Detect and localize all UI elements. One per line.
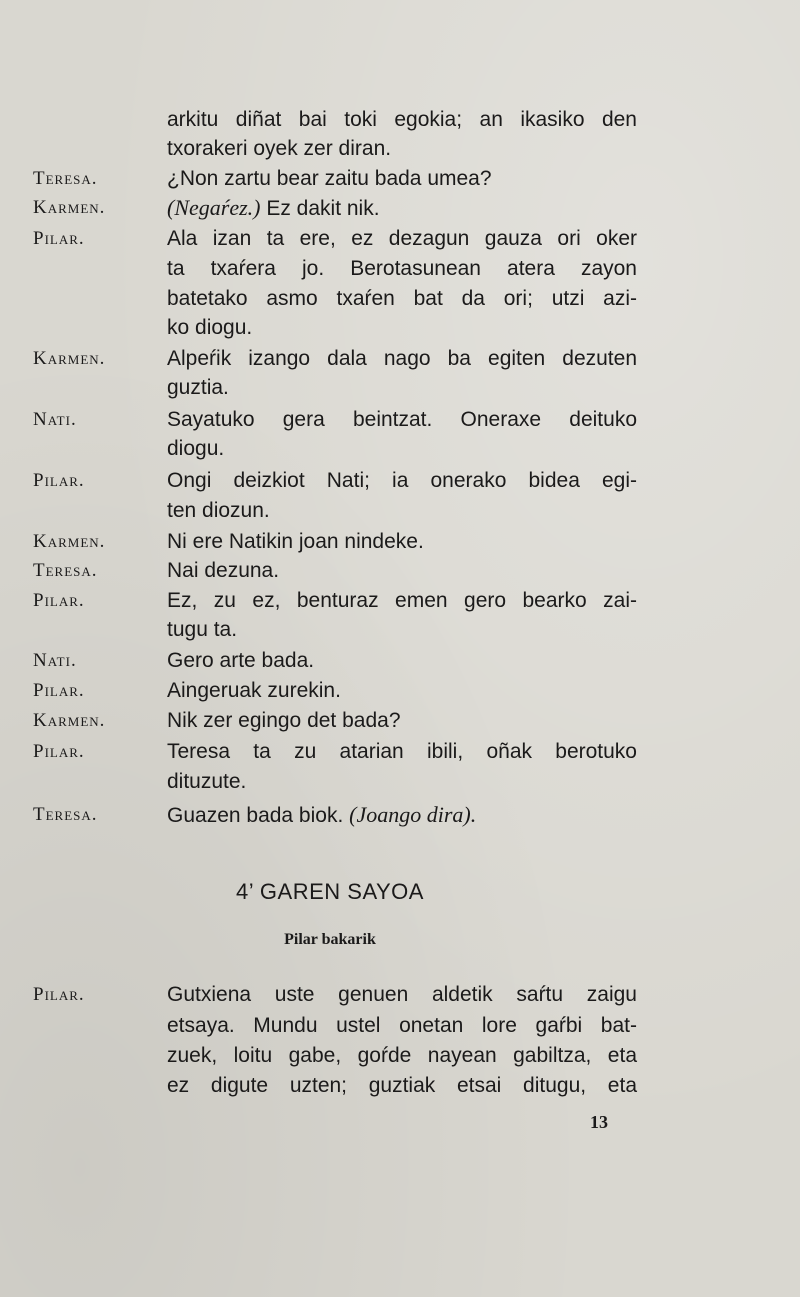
dialogue-line: txorakeri oyek zer diran. <box>167 137 392 160</box>
dialogue-text: Guazen bada biok. <box>167 804 344 827</box>
speaker-name: Nati. <box>33 409 77 430</box>
dialogue-line: zuek, loitu gabe, goŕde nayean gabiltza, eta <box>167 1044 637 1067</box>
speaker-name: Teresa. <box>33 560 98 581</box>
dialogue-line: guztia. <box>167 376 229 399</box>
dialogue-line: ta txaŕera jo. Berotasunean atera zayon <box>167 257 637 280</box>
dialogue-line: ¿Non zartu bear zaitu bada umea? <box>167 167 492 190</box>
speaker-name: Pilar. <box>33 228 85 249</box>
dialogue-line: batetako asmo txaŕen bat da ori; utzi azi- <box>167 287 637 310</box>
speaker-name: Pilar. <box>33 741 85 762</box>
stage-direction: (Joango dira). <box>349 802 477 827</box>
dialogue-line: Gero arte bada. <box>167 649 315 672</box>
dialogue-line <box>167 193 637 224</box>
dialogue-line: Sayatuko gera beintzat. Oneraxe deituko <box>167 408 637 431</box>
speaker-name: Karmen. <box>33 710 106 731</box>
dialogue-line: Teresa ta zu atarian ibili, oñak berotuko <box>167 740 637 763</box>
dialogue-line: ten diozun. <box>167 499 270 522</box>
dialogue-line: Ez, zu ez, benturaz emen gero bearko zai- <box>167 589 637 612</box>
speaker-name: Pilar. <box>33 680 85 701</box>
speaker-name: Teresa. <box>33 804 98 825</box>
dialogue-line: ko diogu. <box>167 316 253 339</box>
scene-subheading: Pilar bakarik <box>284 931 376 948</box>
speaker-name: Pilar. <box>33 590 85 611</box>
scene-heading: 4’ GAREN SAYOA <box>236 879 424 904</box>
dialogue-line: Ongi deizkiot Nati; ia onerako bidea egi- <box>167 469 637 492</box>
dialogue-line: arkitu diñat bai toki egokia; an ikasiko den <box>167 108 637 131</box>
dialogue-line: Nai dezuna. <box>167 559 280 582</box>
speaker-name: Nati. <box>33 650 77 671</box>
dialogue-line: tugu ta. <box>167 618 238 641</box>
dialogue-line: Nik zer egingo det bada? <box>167 709 401 732</box>
dialogue-line: Aingeruak zurekin. <box>167 679 341 702</box>
speaker-name: Karmen. <box>33 348 106 369</box>
speaker-name: Pilar. <box>33 984 85 1005</box>
dialogue-text: Ez dakit nik. <box>266 197 380 220</box>
dialogue-line: ez digute uzten; guztiak etsai ditugu, eta <box>167 1074 637 1097</box>
speaker-name: Karmen. <box>33 197 106 218</box>
dialogue-line <box>167 800 637 831</box>
speaker-name: Pilar. <box>33 470 85 491</box>
dialogue-line: etsaya. Mundu ustel onetan lore gaŕbi bat- <box>167 1014 637 1037</box>
speaker-name: Teresa. <box>33 168 98 189</box>
dialogue-line: Gutxiena uste genuen aldetik saŕtu zaigu <box>167 983 637 1006</box>
page-number: 13 <box>590 1112 608 1132</box>
dialogue-line: diogu. <box>167 437 225 460</box>
speaker-name: Karmen. <box>33 531 106 552</box>
dialogue-line: Alpeŕik izango dala nago ba egiten dezuten <box>167 347 637 370</box>
dialogue-line: Ala izan ta ere, ez dezagun gauza ori oker <box>167 227 637 250</box>
dialogue-line: Ni ere Natikin joan nindeke. <box>167 530 424 553</box>
stage-direction: (Negaŕez.) <box>167 195 261 220</box>
dialogue-line: dituzute. <box>167 770 247 793</box>
